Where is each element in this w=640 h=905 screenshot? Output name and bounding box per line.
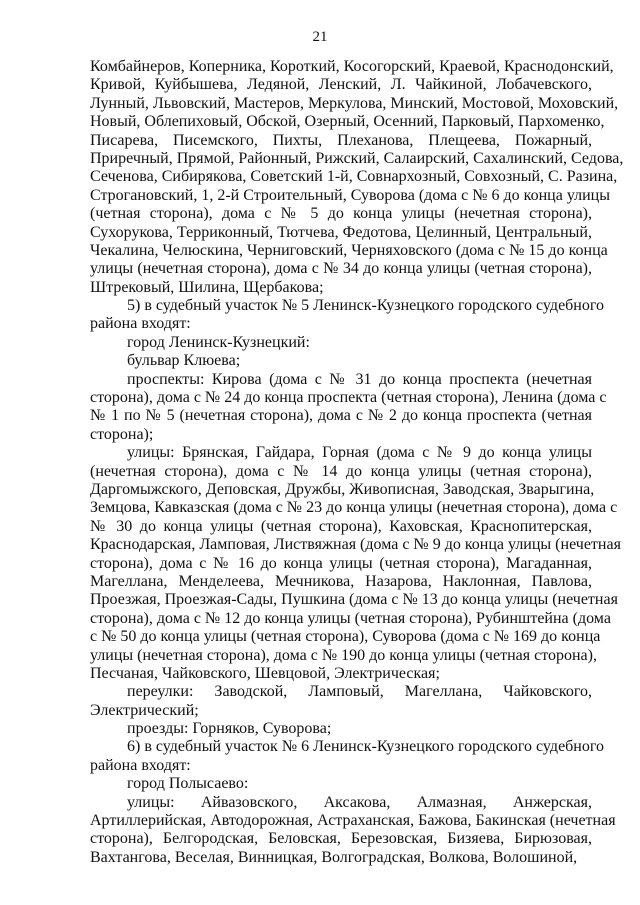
text-line: улицы (нечетная сторона), дома с № 34 до конца улицы (четная сторона), [90, 260, 592, 278]
text-line: проезды: Горняков, Суворова; [127, 720, 332, 738]
text-line: сторона), дома с № 24 до конца проспекта (четная сторона), Ленина (дома с [90, 389, 607, 407]
text-line: улицы (нечетная сторона), дома с № 190 до конца улицы (четная сторона), [90, 646, 597, 664]
text-line: № 30 до конца улицы (четная сторона), Каховская, Краснопитерская, [90, 517, 592, 535]
text-line: Новый, Облепиховый, Обской, Озерный, Осенний, Парковый, Пархоменко, [90, 113, 605, 131]
document-body [90, 58, 624, 867]
text-line: Сеченова, Сибирякова, Советский 1-й, Совнархозный, Совхозный, С. Разина, [90, 168, 618, 186]
paragraph-p5-passages [90, 720, 592, 738]
paragraph-p5-avenues [90, 370, 607, 445]
text-line: Писарева, Писемского, Пихты, Плеханова, Плещеева, Пожарный, [90, 131, 592, 149]
text-line: Приречный, Прямой, Районный, Рижский, Салаирский, Сахалинский, Седова, [90, 149, 624, 167]
text-line: сторона); [90, 425, 154, 443]
paragraph-p5-city [90, 334, 592, 352]
text-line: района входят: [90, 315, 191, 333]
text-line: проспекты: Кирова (дома с № 31 до конца проспекта (нечетная [127, 370, 592, 388]
text-line: (четная сторона), дома с № 5 до конца улицы (нечетная сторона), [90, 205, 592, 223]
text-line: Чекалина, Челюскина, Черниговский, Черняховского (дома с № 15 до конца [90, 241, 608, 259]
text-line: (нечетная сторона), дома с № 14 до конца улицы (четная сторона), [90, 462, 592, 480]
text-line: Даргомыжского, Деповская, Дружбы, Живописная, Заводская, Зварыгина, [90, 480, 595, 498]
text-line: бульвар Клюева; [127, 352, 241, 370]
text-line: сторона), Белгородская, Беловская, Березовская, Бизяева, Бирюзовая, [90, 830, 592, 848]
paragraph-p4-streets-cont [90, 58, 624, 297]
text-line: с № 50 до конца улицы (четная сторона), Суворова (дома с № 169 до конца [90, 628, 601, 646]
text-line: 5) в судебный участок № 5 Ленинск-Кузнецкого городского судебного [127, 297, 605, 315]
text-line: сторона), дома с № 16 до конца улицы (четная сторона), Магаданная, [90, 554, 592, 572]
paragraph-p6-streets [90, 793, 616, 868]
text-line: Сухорукова, Терриконный, Тютчева, Федотова, Целинный, Центральный, [90, 223, 592, 241]
text-line: Штрековый, Шилина, Щербакова; [90, 278, 324, 296]
text-line: Песчаная, Чайковского, Шевцовой, Электрическая; [90, 664, 440, 682]
paragraph-p5-streets [90, 444, 621, 683]
text-line: Краснодарская, Ламповая, Листвяжная (дома с № 9 до конца улицы (нечетная [90, 536, 621, 554]
text-line: 6) в судебный участок № 6 Ленинск-Кузнецкого городского судебного [127, 738, 605, 756]
text-line: Комбайнеров, Коперника, Короткий, Косогорский, Краевой, Краснодонский, [90, 58, 614, 75]
text-line: Строгановский, 1, 2-й Строительный, Суворова (дома с № 6 до конца улицы [90, 186, 610, 204]
paragraph-p5-boulevard [90, 352, 592, 370]
paragraph-p5-heading [90, 297, 605, 334]
text-line: город Ленинск-Кузнецкий: [127, 333, 310, 351]
text-line: Артиллерийская, Автодорожная, Астраханская, Бажова, Бакинская (нечетная [90, 812, 616, 830]
text-line: сторона), дома с № 12 до конца улицы (четная сторона), Рубинштейна (дома [90, 609, 611, 627]
paragraph-p5-lanes [90, 683, 592, 720]
text-line: Вахтангова, Веселая, Винницкая, Волгоградская, Волкова, Волошиной, [90, 848, 578, 866]
text-line: Лунный, Львовский, Мастеров, Меркулова, Минский, Мостовой, Моховский, [90, 94, 619, 112]
text-line: Электрический; [90, 701, 199, 719]
text-line: переулки: Заводской, Ламповый, Магеллана, Чайковского, [127, 683, 592, 701]
text-line: Проезжая, Проезжая-Сады, Пушкина (дома с № 13 до конца улицы (нечетная [90, 591, 618, 609]
page-number: 21 [312, 29, 328, 45]
text-line: Кривой, Куйбышева, Ледяной, Ленский, Л. Чайкиной, Лобачевского, [90, 76, 592, 94]
paragraph-p6-city [90, 775, 592, 793]
text-line: город Полысаево: [127, 775, 249, 793]
text-line: района входят: [90, 756, 191, 774]
text-line: Земцова, Кавказская (дома с № 23 до конца улицы (нечетная сторона), дома с [90, 499, 618, 517]
paragraph-p6-heading [90, 738, 605, 775]
text-line: улицы: Айвазовского, Аксакова, Алмазная, Анжерская, [127, 793, 592, 811]
text-line: улицы: Брянская, Гайдара, Горная (дома с № 9 до конца улицы [127, 444, 592, 462]
text-line: Магеллана, Менделеева, Мечникова, Назарова, Наклонная, Павлова, [90, 572, 592, 590]
text-line: № 1 по № 5 (нечетная сторона), дома с № 2 до конца проспекта (четная [90, 407, 592, 425]
